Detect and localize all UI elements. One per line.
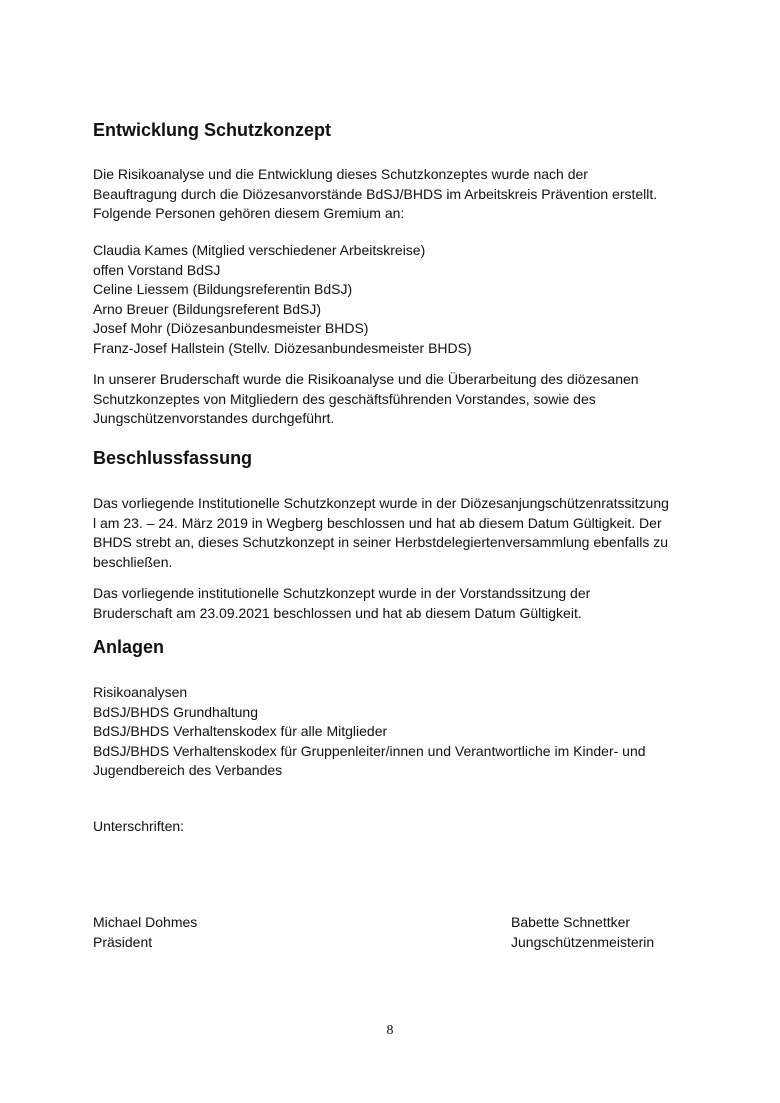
anlage-item: BdSJ/BHDS Verhaltenskodex für Gruppenleiter/innen und Verantwortliche im Kinder- und: [93, 743, 646, 759]
member-line: offen Vorstand BdSJ: [93, 262, 221, 278]
member-line: Celine Liessem (Bildungsreferentin BdSJ): [93, 281, 353, 297]
anlage-item: BdSJ/BHDS Verhaltenskodex für alle Mitglieder: [93, 723, 388, 739]
signatory-right-name: Babette Schnettker: [511, 914, 631, 930]
intro-line: Die Risikoanalyse und die Entwicklung dieses Schutzkonzeptes wurde nach der: [93, 166, 588, 182]
section-heading-entwicklung: Entwicklung Schutzkonzept: [93, 120, 332, 140]
page-number: 8: [386, 1023, 394, 1038]
beschluss-line: l am 23. – 24. März 2019 in Wegberg beschlossen und hat ab diesem Datum Gültigkeit. Der: [93, 515, 662, 531]
bruderschaft-line: Jungschützenvorstandes durchgeführt.: [93, 410, 335, 426]
beschluss-line: beschließen.: [93, 554, 173, 570]
intro-line: Beauftragung durch die Diözesanvorstände BdSJ/BHDS im Arbeitskreis Prävention erstellt.: [93, 186, 658, 202]
signatory-left-name: Michael Dohmes: [93, 914, 198, 930]
member-line: Franz-Josef Hallstein (Stellv. Diözesanbundesmeister BHDS): [93, 340, 472, 356]
intro-line: Folgende Personen gehören diesem Gremium an:: [93, 205, 405, 221]
member-line: Arno Breuer (Bildungsreferent BdSJ): [93, 301, 321, 317]
bruderschaft-line: In unserer Bruderschaft wurde die Risikoanalyse und die Überarbeitung des diözesanen: [93, 371, 639, 387]
vorstand-line: Bruderschaft am 23.09.2021 beschlossen und hat ab diesem Datum Gültigkeit.: [93, 605, 582, 621]
member-line: Claudia Kames (Mitglied verschiedener Arbeitskreise): [93, 242, 426, 258]
member-line: Josef Mohr (Diözesanbundesmeister BHDS): [93, 320, 369, 336]
vorstand-line: Das vorliegende institutionelle Schutzkonzept wurde in der Vorstandssitzung der: [93, 585, 591, 601]
signatures-label: Unterschriften:: [93, 818, 185, 834]
signatory-right-role: Jungschützenmeisterin: [511, 934, 655, 950]
beschluss-line: Das vorliegende Institutionelle Schutzkonzept wurde in der Diözesanjungschützenratssitzung: [93, 495, 669, 511]
anlage-item: BdSJ/BHDS Grundhaltung: [93, 704, 258, 720]
bruderschaft-line: Schutzkonzeptes von Mitgliedern des geschäftsführenden Vorstandes, sowie des: [93, 391, 596, 407]
section-heading-beschluss: Beschlussfassung: [93, 448, 253, 468]
section-heading-anlagen: Anlagen: [93, 637, 165, 657]
beschluss-line: BHDS strebt an, dieses Schutzkonzept in seiner Herbstdelegiertenversammlung ebenfalls zu: [93, 534, 669, 550]
signatory-left-role: Präsident: [93, 934, 153, 950]
anlage-item: Jugendbereich des Verbandes: [93, 762, 283, 778]
anlage-item: Risikoanalysen: [93, 684, 188, 700]
